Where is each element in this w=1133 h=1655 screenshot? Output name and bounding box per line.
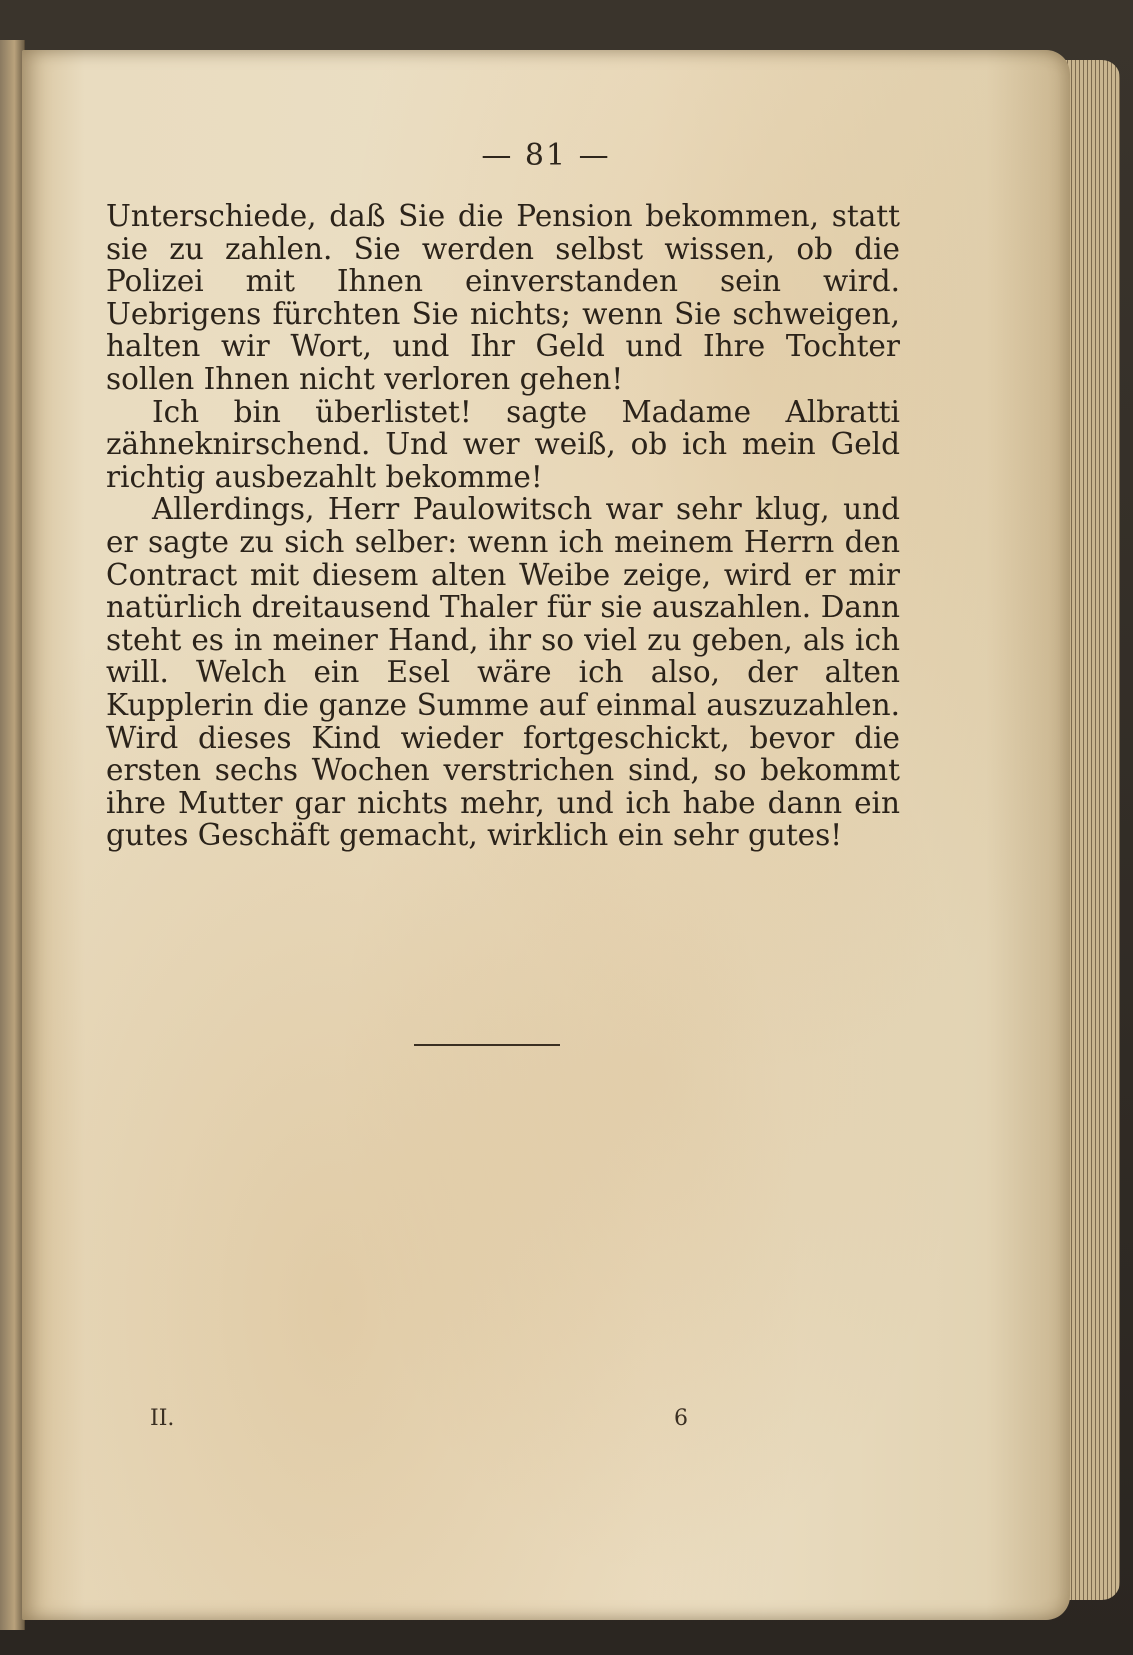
paragraph-3: Allerdings, Herr Paulowitsch war sehr klug, und er sagte zu sich selber: wenn ich meinem Herrn den Contract mit diesem alten Weibe zeige, wird er mir natürlich dreitausend Thaler für sie auszahlen. Dann steht es in meiner Hand, ihr so viel zu geben, als ich will. Welch ein Esel wäre ich also, der alten Kupplerin die ganze Summe auf einmal auszuzahlen. Wird dieses Kind wieder fortgeschickt, bevor die ersten sechs Wochen verstrichen sind, so bekommt ihre Mutter gar nichts mehr, und ich habe dann ein gutes Geschäft gemacht, wirklich ein sehr gutes! (106, 492, 900, 853)
paragraph-2: Ich bin überlistet! sagte Madame Albratti zähneknirschend. Und wer weiß, ob ich mein Geld richtig ausbezahlt bekomme! (106, 394, 900, 494)
paragraph-1: Unterschiede, daß Sie die Pension bekommen, statt sie zu zahlen. Sie werden selbst wissen, ob die Polizei mit Ihnen einverstanden sein wird. Uebrigens fürchten Sie nichts; wenn Sie schweigen, halten wir Wort, und Ihr Geld und Ihre Tochter sollen Ihnen nicht verloren gehen! (106, 199, 900, 396)
section-divider (414, 1044, 560, 1046)
signature-mark-sheet: 6 (674, 1406, 688, 1431)
book-page (22, 50, 1070, 1620)
signature-mark-volume: II. (150, 1406, 175, 1431)
body-text (106, 200, 900, 852)
page-number: — 81 — (481, 138, 611, 173)
